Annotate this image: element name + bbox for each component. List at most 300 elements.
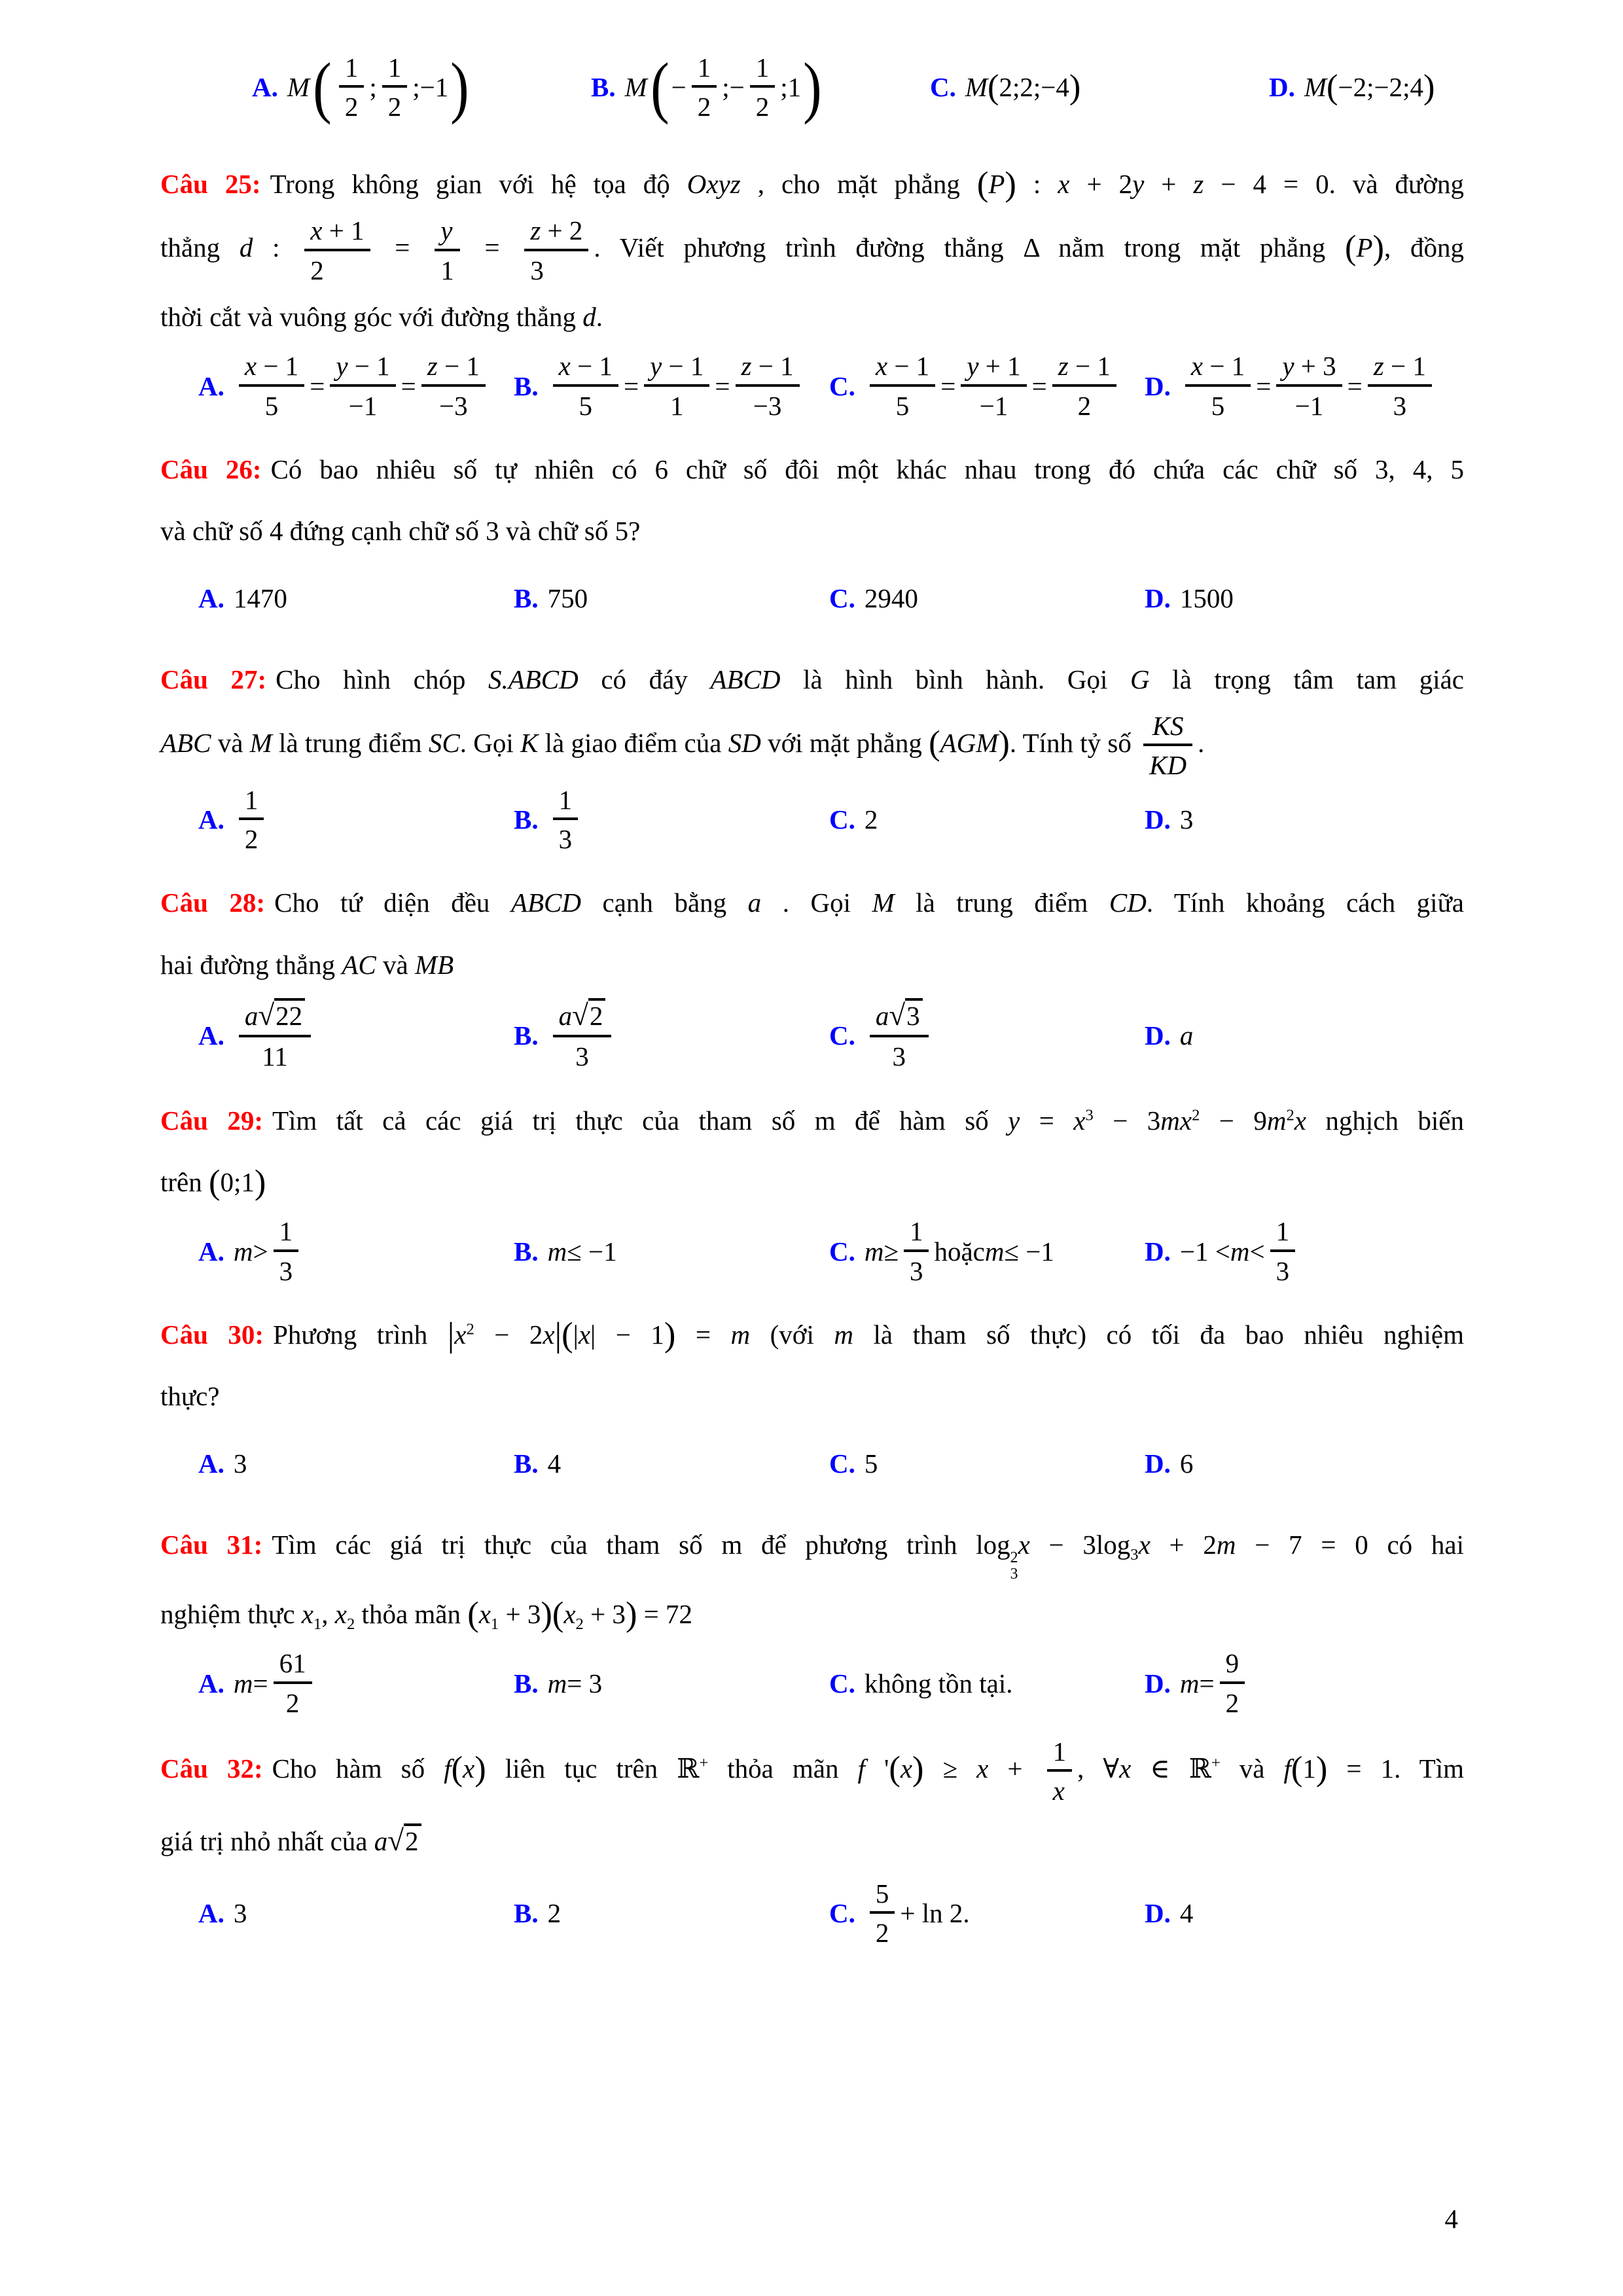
option-label: D. xyxy=(1145,1668,1171,1698)
question-line xyxy=(160,286,1464,348)
fraction-denominator xyxy=(435,251,460,286)
text: có đáy xyxy=(578,664,711,694)
text: + 2 xyxy=(541,215,583,246)
fraction xyxy=(870,1878,895,1949)
text: . Viết phương trình đường thẳng Δ nằm trong mặt phẳng xyxy=(594,232,1345,263)
question-line xyxy=(160,500,1464,562)
math-variable: S.ABCD xyxy=(488,664,579,694)
math-variable: m xyxy=(1266,1105,1287,1136)
question-line xyxy=(160,1151,1464,1213)
fraction-numerator xyxy=(1220,1647,1245,1683)
fraction xyxy=(750,52,776,123)
option-content xyxy=(1180,1647,1250,1719)
math-variable: x xyxy=(543,1319,555,1350)
fraction-denominator xyxy=(553,820,579,855)
math-variable: x xyxy=(976,1753,989,1784)
text: − 1 xyxy=(887,351,930,382)
tall-delimiter: ( xyxy=(209,1163,221,1202)
text: − 1 xyxy=(1068,351,1111,382)
tall-delimiter: ( xyxy=(976,165,989,204)
option-b xyxy=(514,1448,829,1479)
text: − 1 xyxy=(437,351,480,382)
fraction-numerator xyxy=(644,350,709,386)
fraction-numerator xyxy=(870,998,929,1037)
text: 2 xyxy=(697,92,711,122)
question-body xyxy=(160,1304,1464,1427)
tall-delimiter: ( xyxy=(467,1595,479,1634)
fraction-denominator xyxy=(870,387,935,422)
text: + 2 xyxy=(1150,1529,1217,1560)
tall-delimiter: ) xyxy=(625,1595,637,1634)
fraction-denominator xyxy=(274,1684,312,1719)
fraction-denominator xyxy=(644,387,709,422)
math-variable: KD xyxy=(1149,750,1187,781)
option-label: A. xyxy=(198,583,224,613)
text: = xyxy=(1020,1105,1074,1136)
text: thỏa mãn xyxy=(708,1753,858,1784)
radical-sign: √ xyxy=(258,999,275,1032)
option-label: D. xyxy=(1145,1897,1171,1928)
fraction-denominator xyxy=(1143,746,1192,781)
text: ;−1 xyxy=(412,72,449,102)
option-content xyxy=(865,804,878,835)
option-d xyxy=(1145,1647,1250,1719)
radical-sign: √ xyxy=(889,999,906,1032)
math-variable: y xyxy=(1132,169,1145,199)
fraction-numerator xyxy=(553,350,618,386)
superscript: 2 xyxy=(466,1320,474,1338)
text: cạnh bằng xyxy=(581,888,748,918)
fraction xyxy=(435,215,460,286)
question-cau26 xyxy=(160,439,1464,632)
text: = 1. Tìm xyxy=(1327,1753,1464,1784)
text: −1 xyxy=(979,390,1008,421)
fraction xyxy=(1368,350,1432,422)
text: 3 xyxy=(1275,1255,1290,1286)
math-variable: d xyxy=(239,232,253,263)
fraction-denominator xyxy=(1052,387,1116,422)
big-paren-group: ( $\frac{1}{2}$ ; $\frac{1}{2}$ ;−1 ) xyxy=(313,49,469,125)
tall-delimiter: ( xyxy=(451,1749,463,1788)
fraction-numerator xyxy=(1047,1736,1073,1772)
option-d xyxy=(1145,350,1437,422)
tall-delimiter: | xyxy=(554,1316,562,1354)
question-line xyxy=(160,1090,1464,1151)
text: 1 xyxy=(440,255,454,285)
option-label: D. xyxy=(1145,1020,1171,1050)
tall-delimiter: | xyxy=(447,1316,455,1354)
text: 1 xyxy=(697,52,711,82)
tall-delimiter: ( xyxy=(1291,1749,1303,1788)
text: 3 xyxy=(279,1255,293,1286)
math-variable: M xyxy=(249,727,272,758)
math-variable: x xyxy=(244,351,257,382)
math-variable: x xyxy=(1052,1776,1065,1806)
text: 1 xyxy=(755,52,770,82)
text: 1 xyxy=(1302,1753,1316,1784)
question-line xyxy=(160,1304,1464,1365)
tall-delimiter: ( xyxy=(562,1316,573,1354)
question-label: Câu 26: xyxy=(160,454,262,485)
text: ;1 xyxy=(780,72,802,102)
option-label: C. xyxy=(829,1668,855,1698)
text: = xyxy=(623,370,639,401)
text: = xyxy=(401,370,416,401)
option-b xyxy=(514,784,829,855)
option-label: C. xyxy=(829,1236,855,1266)
text: ≥ xyxy=(923,1753,977,1784)
radicand xyxy=(588,998,606,1031)
text: nghiệm thực xyxy=(160,1599,302,1630)
fraction-numerator xyxy=(870,350,935,386)
option-c xyxy=(829,1215,1145,1287)
question-cau29 xyxy=(160,1090,1464,1287)
fraction-numerator xyxy=(961,350,1026,386)
math-variable: f xyxy=(1283,1753,1291,1784)
text: 4 xyxy=(547,1448,562,1479)
option-label: B. xyxy=(591,72,616,102)
text: nghịch biến xyxy=(1306,1105,1464,1136)
fraction-denominator xyxy=(1047,1772,1073,1806)
option-label: D. xyxy=(1145,583,1171,613)
text: Tìm tất cả các giá trị thực của tham số m để hàm số xyxy=(272,1105,1008,1136)
question-body xyxy=(160,1514,1464,1645)
text: + 1 xyxy=(322,215,365,246)
fraction xyxy=(553,998,612,1073)
text: ≤ −1 xyxy=(1004,1236,1054,1266)
option-content xyxy=(1180,1215,1300,1287)
text: 1 xyxy=(669,390,684,421)
text: : xyxy=(253,232,300,263)
text: < xyxy=(1249,1236,1265,1266)
text: và xyxy=(1220,1753,1284,1784)
text: + 3 xyxy=(1294,351,1336,382)
question-body xyxy=(160,1736,1464,1874)
option-label: C. xyxy=(829,804,855,835)
option-label: D. xyxy=(1145,804,1171,835)
text: . Tính tỷ số xyxy=(1009,727,1139,758)
fraction-numerator xyxy=(274,1647,312,1683)
option-b xyxy=(591,49,930,125)
fraction-numerator xyxy=(904,1215,929,1251)
text: 1 xyxy=(344,52,359,82)
fraction xyxy=(421,350,486,422)
radicand xyxy=(905,998,923,1031)
text: + 2 xyxy=(1069,169,1133,199)
text: 2 xyxy=(589,1001,603,1031)
option-d xyxy=(1145,1897,1193,1929)
option-content xyxy=(1180,1897,1194,1929)
text: 1 xyxy=(1052,1736,1067,1767)
math-variable: a xyxy=(1179,1020,1194,1050)
option-content xyxy=(234,784,270,855)
fraction-denominator xyxy=(692,88,717,122)
fraction-numerator xyxy=(330,350,395,386)
tall-delimiter: ) xyxy=(664,1316,676,1354)
fraction-denominator xyxy=(736,387,800,422)
option-content xyxy=(234,1448,247,1479)
question-label: Câu 29: xyxy=(160,1105,263,1136)
fraction-denominator xyxy=(339,88,365,122)
fraction xyxy=(644,350,709,422)
text: Có bao nhiêu số tự nhiên có 6 chữ số đôi một khác nhau trong đó chứa các chữ số 3, 4, 5 xyxy=(270,454,1464,485)
option-content xyxy=(287,49,473,125)
text: − 1 xyxy=(1203,351,1245,382)
option-label: B. xyxy=(514,1668,539,1698)
option-c xyxy=(930,68,1269,106)
fraction-denominator xyxy=(750,88,776,122)
text: 3 xyxy=(892,1041,906,1072)
fraction-numerator xyxy=(1276,350,1342,386)
fraction-numerator xyxy=(382,52,408,88)
text: 5 xyxy=(875,1878,889,1909)
stacked-sup: 2 xyxy=(1010,1549,1018,1566)
fraction-numerator xyxy=(239,784,264,820)
math-variable: P xyxy=(1356,232,1373,263)
question-label: Câu 27: xyxy=(160,664,267,694)
math-variable: y xyxy=(336,351,348,382)
question-body xyxy=(160,649,1464,781)
superscript: 3 xyxy=(1085,1106,1094,1124)
option-label: A. xyxy=(198,1020,224,1050)
text: 750 xyxy=(547,583,588,613)
stacked-sup-sub xyxy=(1010,1550,1018,1583)
fraction-denominator xyxy=(870,1914,895,1948)
option-a xyxy=(252,49,591,125)
fraction xyxy=(1052,350,1116,422)
fraction-denominator xyxy=(304,251,370,286)
text: = xyxy=(940,370,956,401)
text: 3 xyxy=(909,1255,923,1286)
option-content xyxy=(548,583,588,614)
text: , xyxy=(321,1599,335,1630)
math-variable: a xyxy=(875,1001,889,1031)
question-list xyxy=(160,153,1464,1948)
option-label: C. xyxy=(829,370,855,401)
math-variable: m xyxy=(834,1319,853,1350)
text: − 3log xyxy=(1029,1529,1131,1560)
option-c xyxy=(829,1668,1145,1699)
option-label: B. xyxy=(514,804,539,835)
fraction-denominator xyxy=(870,1037,929,1072)
text: 3 xyxy=(575,1041,589,1072)
text: hai đường thẳng xyxy=(160,949,342,980)
text: và xyxy=(211,727,250,758)
option-content xyxy=(548,1236,617,1267)
tall-delimiter: ) xyxy=(998,724,1010,762)
fraction-denominator xyxy=(524,251,588,286)
text: là trung điểm xyxy=(272,727,429,758)
option-d xyxy=(1269,68,1608,106)
text: − 1 xyxy=(348,351,390,382)
math-variable: z xyxy=(427,351,438,382)
text: 2;2;−4 xyxy=(999,72,1069,102)
text: trên xyxy=(160,1166,209,1197)
text: 2 xyxy=(547,1897,562,1928)
option-content xyxy=(548,350,805,422)
question-cau25 xyxy=(160,153,1464,422)
option-a xyxy=(198,784,514,855)
fraction xyxy=(274,1215,299,1287)
math-variable: z xyxy=(1373,351,1384,382)
text: 2 xyxy=(864,804,878,835)
fraction-denominator xyxy=(553,1037,612,1072)
question-cau32 xyxy=(160,1736,1464,1948)
text: −1 < xyxy=(1179,1236,1230,1266)
text: , ∀ xyxy=(1077,1753,1120,1784)
superscript: + xyxy=(699,1754,709,1772)
text: ; xyxy=(369,72,377,102)
option-label: A. xyxy=(198,1897,224,1928)
fraction-numerator xyxy=(1052,350,1116,386)
fraction xyxy=(692,52,717,123)
text: là trọng tâm tam giác xyxy=(1149,664,1464,694)
math-variable: ABCD xyxy=(510,888,581,918)
text: , cho mặt phẳng xyxy=(740,169,977,199)
text: 1500 xyxy=(1179,583,1234,613)
text: −1 xyxy=(348,390,378,421)
option-content xyxy=(1180,1448,1194,1479)
option-label: B. xyxy=(514,1236,539,1266)
tall-delimiter: ) xyxy=(912,1749,924,1788)
text: − 1 xyxy=(1383,351,1426,382)
text: hoặc xyxy=(934,1236,985,1266)
fraction xyxy=(382,52,408,123)
text: 3 xyxy=(1393,390,1407,421)
text: − 2 xyxy=(474,1319,543,1350)
math-variable: M xyxy=(1304,72,1327,102)
text: ∈ ℝ xyxy=(1131,1753,1211,1784)
text: 2 xyxy=(1077,390,1092,421)
text: ≤ −1 xyxy=(567,1236,617,1266)
option-label: C. xyxy=(829,1448,855,1479)
math-variable: a xyxy=(374,1825,388,1856)
text: = xyxy=(1347,370,1363,401)
options-row xyxy=(160,1647,1464,1719)
math-variable: m xyxy=(233,1236,253,1266)
option-label: A. xyxy=(198,804,224,835)
option-label: C. xyxy=(829,1897,855,1928)
question-cau27 xyxy=(160,649,1464,855)
math-variable: x xyxy=(1119,1753,1132,1784)
text: = xyxy=(375,232,430,263)
fraction-numerator xyxy=(524,215,588,251)
option-a xyxy=(198,583,514,614)
math-variable: x xyxy=(558,351,571,382)
text: , đồng xyxy=(1384,232,1465,263)
fraction-numerator xyxy=(339,52,365,88)
big-paren-group: ( − $\frac{1}{2}$ ;− $\frac{1}{2}$ ;1 ) xyxy=(650,49,822,125)
subscript: 1 xyxy=(313,1615,322,1634)
option-label: B. xyxy=(514,1897,539,1928)
option-content xyxy=(865,998,934,1073)
text: 4 xyxy=(1179,1897,1194,1928)
text: 22 xyxy=(276,1001,303,1031)
math-variable: x xyxy=(1138,1529,1150,1560)
options-row xyxy=(160,1215,1464,1287)
fraction-denominator xyxy=(239,820,264,855)
options-row xyxy=(160,998,1464,1073)
fraction-numerator xyxy=(736,350,800,386)
text: 1 xyxy=(244,784,259,815)
question-line xyxy=(160,934,1464,996)
fraction xyxy=(1143,710,1192,781)
text: không tồn tại. xyxy=(864,1668,1013,1698)
fraction-denominator xyxy=(274,1252,299,1287)
fraction-numerator xyxy=(304,215,370,251)
text: 5 xyxy=(864,1448,878,1479)
tall-delimiter: ( xyxy=(1345,228,1357,267)
question-cau30 xyxy=(160,1304,1464,1497)
math-variable: mx xyxy=(1160,1105,1192,1136)
option-c xyxy=(829,583,1145,614)
math-variable: M xyxy=(872,888,895,918)
text: 5 xyxy=(895,390,910,421)
option-content xyxy=(234,998,316,1073)
text: | xyxy=(573,1319,579,1350)
option-content xyxy=(865,1878,970,1949)
option-b xyxy=(514,1236,829,1267)
fraction-denominator xyxy=(1276,387,1342,422)
math-variable: d xyxy=(582,302,596,332)
subscript: 2 xyxy=(347,1615,355,1634)
options-row xyxy=(160,565,1464,632)
tall-delimiter: ) xyxy=(1005,165,1016,204)
text: là giao điểm của xyxy=(538,727,728,758)
option-b xyxy=(514,583,829,614)
text: ' xyxy=(865,1753,889,1784)
text: 3 xyxy=(530,255,544,285)
options-row xyxy=(160,784,1464,855)
option-d xyxy=(1145,1020,1193,1051)
question-line xyxy=(160,1365,1464,1427)
option-c xyxy=(829,1878,1145,1949)
text: ≥ xyxy=(883,1236,899,1266)
option-d xyxy=(1145,804,1193,835)
fraction-denominator xyxy=(1368,387,1432,422)
question-line xyxy=(160,439,1464,500)
text: 11 xyxy=(262,1041,288,1072)
text: . xyxy=(596,302,603,332)
option-d xyxy=(1145,1215,1300,1287)
math-variable: f xyxy=(857,1753,865,1784)
question-line xyxy=(160,710,1464,781)
math-variable: z xyxy=(1058,351,1069,382)
square-root xyxy=(258,1001,305,1031)
math-variable: x xyxy=(463,1753,475,1784)
math-variable: y xyxy=(1282,351,1294,382)
option-a xyxy=(198,1448,514,1479)
text: là tham số thực) có tối đa bao nhiêu nghiệm xyxy=(853,1319,1464,1350)
text: = xyxy=(675,1319,731,1350)
math-variable: x xyxy=(1073,1105,1086,1136)
fraction xyxy=(961,350,1026,422)
fraction-denominator xyxy=(1220,1684,1245,1719)
math-variable: y xyxy=(440,215,453,246)
question-line xyxy=(160,1807,1464,1875)
question-label: Câu 32: xyxy=(160,1753,263,1784)
text: . xyxy=(1198,727,1205,758)
text: − 4 = 0. và đường xyxy=(1204,169,1464,199)
option-label: B. xyxy=(514,1448,539,1479)
option-d xyxy=(1145,583,1234,614)
option-content xyxy=(1180,1020,1194,1051)
math-variable: KS xyxy=(1152,710,1184,741)
math-variable: x xyxy=(301,1599,313,1630)
text: −3 xyxy=(439,390,468,421)
fraction xyxy=(524,215,588,286)
text: = xyxy=(1031,370,1047,401)
